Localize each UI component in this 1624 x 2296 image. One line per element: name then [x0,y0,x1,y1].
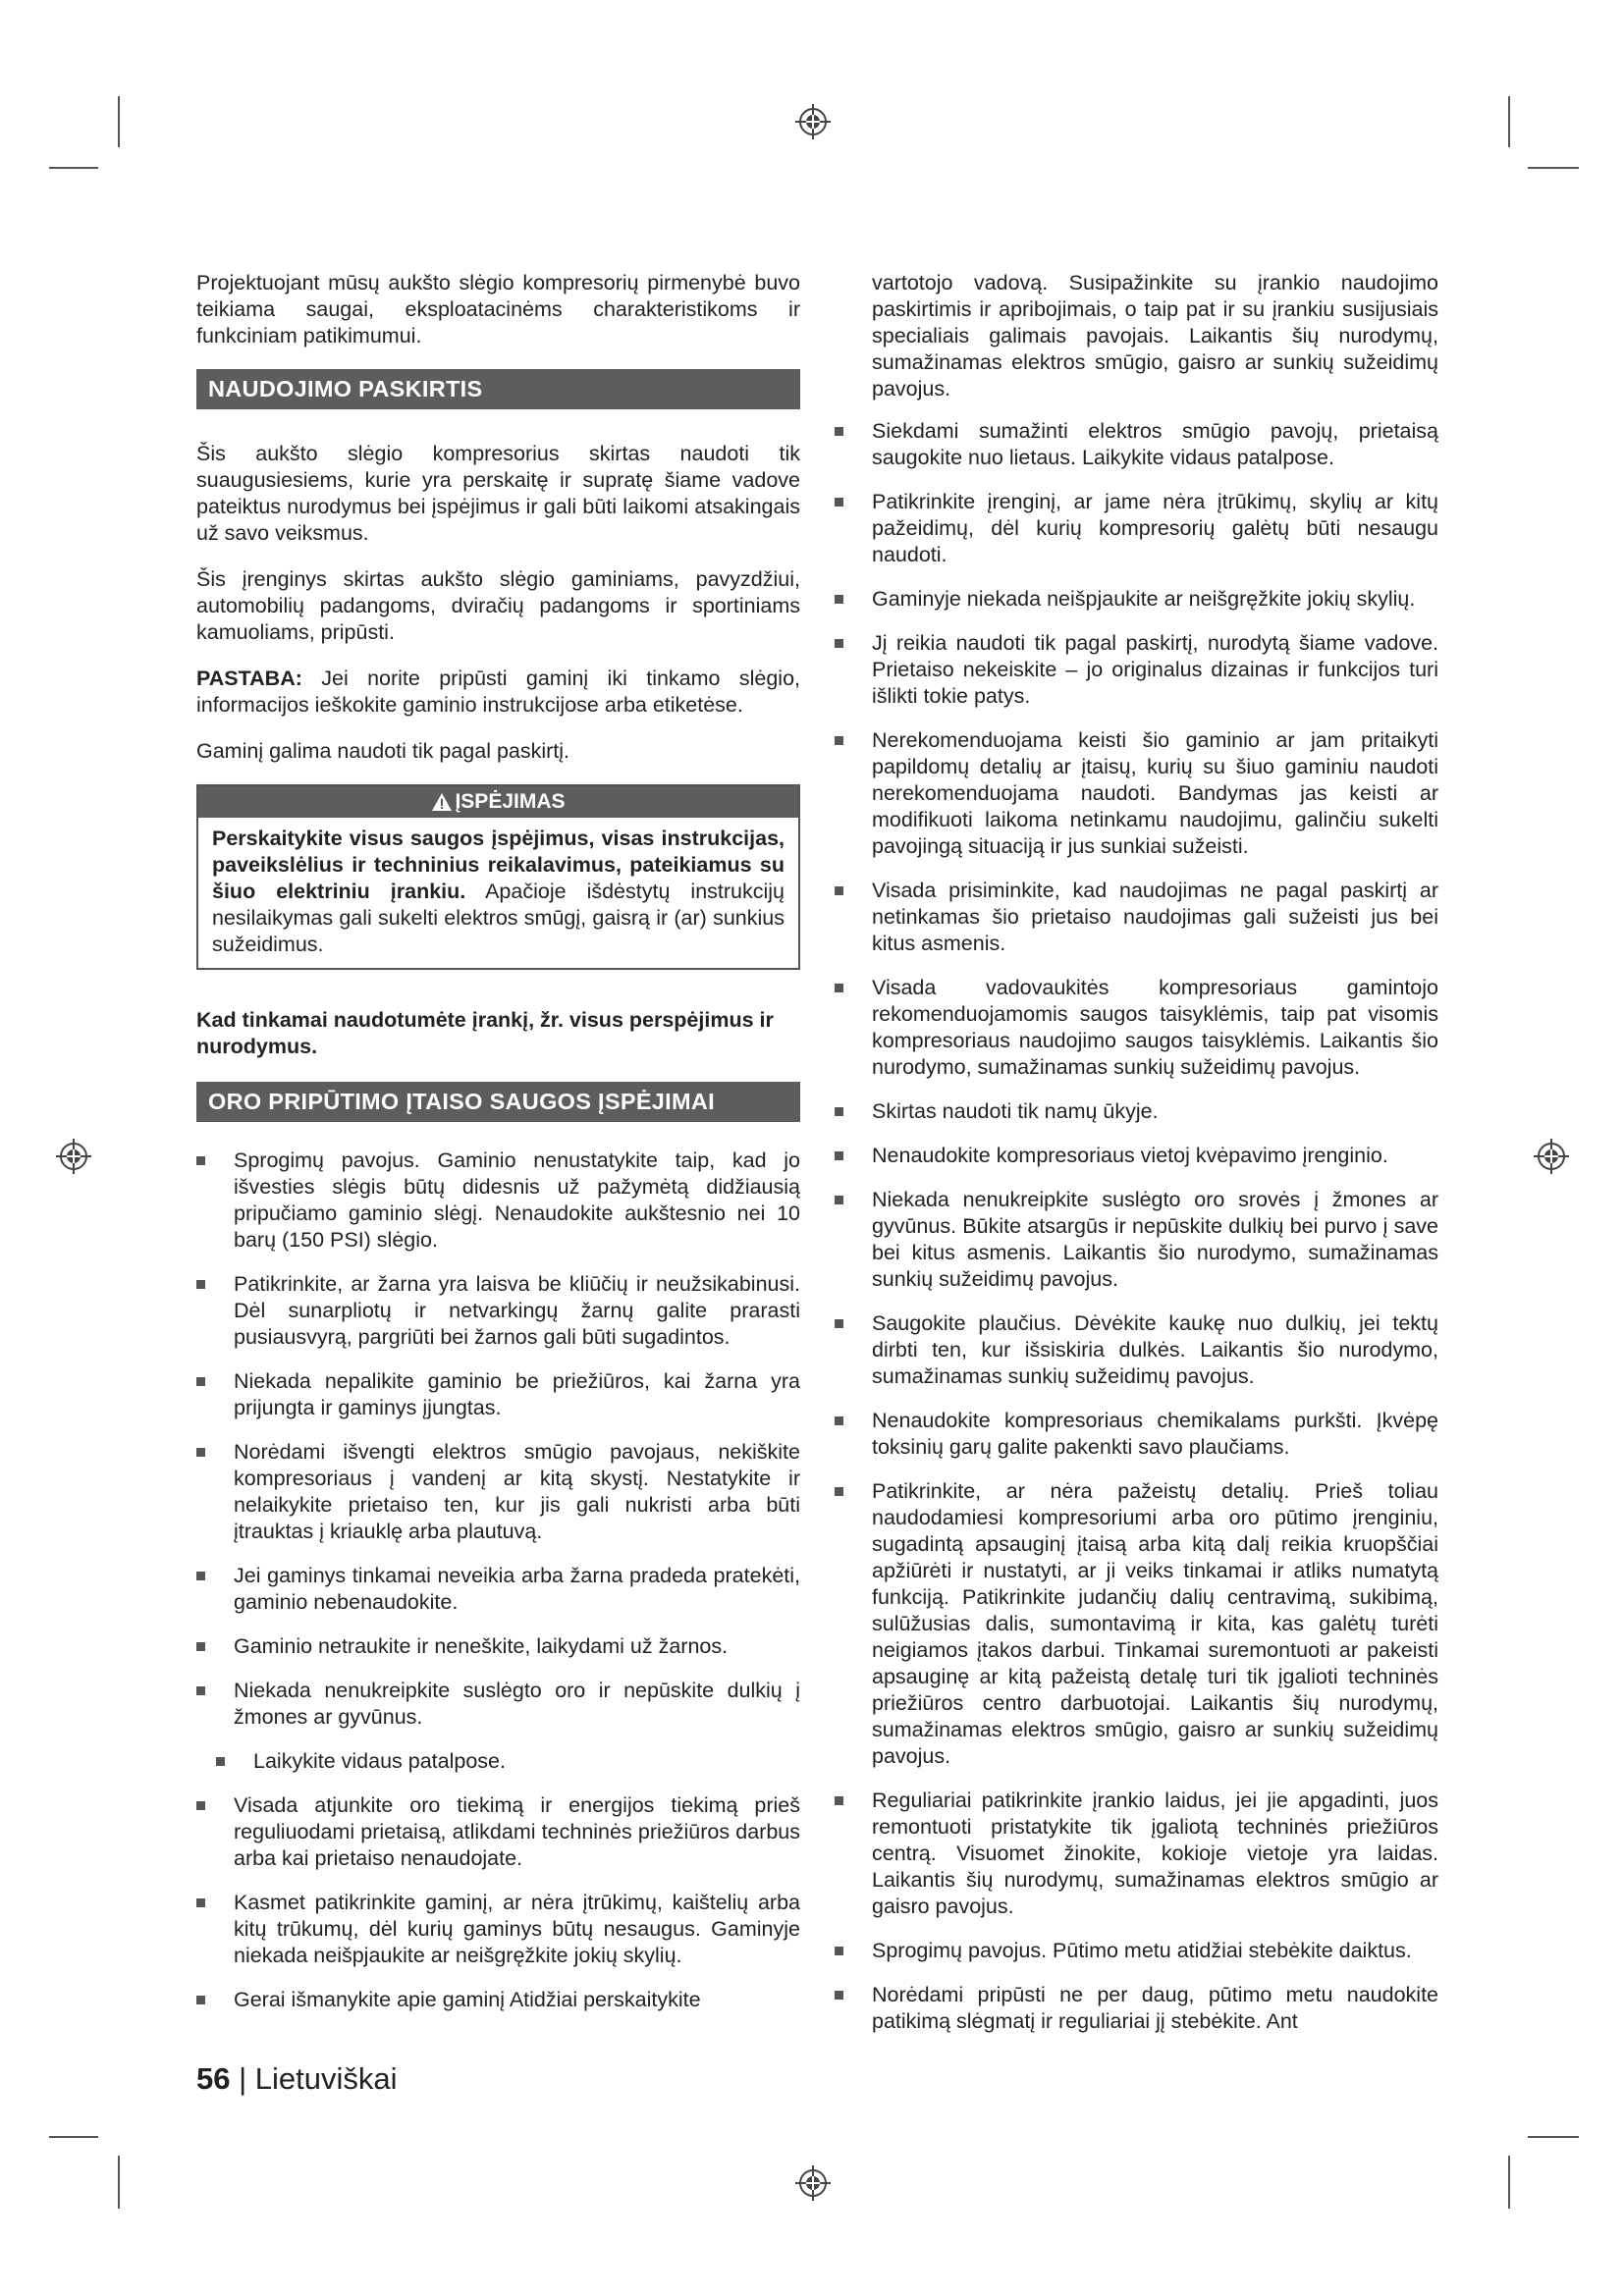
section-heading-use: NAUDOJIMO PASKIRTIS [196,369,800,409]
warning-title-text: ĮSPĖJIMAS [455,790,566,813]
warning-title [198,786,798,818]
use-paragraph: Gaminį galima naudoti tik pagal paskirtį. [196,739,570,763]
crop-mark [1508,2156,1510,2209]
intro-paragraph: Projektuojant mūsų aukšto slėgio kompresorių pirmenybė buvo teikiama saugai, eksploatacinėms charakteristikoms ir funkciniam patikimumui. [196,271,800,347]
list-item: Gerai išmanykite apie gaminį Atidžiai perskaitykite [196,1987,800,2013]
registration-mark-icon [793,102,833,141]
list-item: Patikrinkite, ar nėra pažeistų detalių. Prieš toliau naudodamiesi kompresoriumi arba oro pūtimo įrenginiu, sugadintą apsauginį įtaisą arba kitą dalį reikia kruopščiai apžiūrėti ir nustatyti, ar ji veiks tinkamai ir atliks numatytą funkciją. Patikrinkite judančių dalių centravimą, sukibimą, sulūžusias dalis, sumontavimą ir kita, kas galėtų turėti neigiamos įtakos darbui. Tinkamai suremontuoti ar pakeisti apsauginę ar kitą pažeistą detalę turi tik įgalioti techninės priežiūros centro darbuotojai. Laikantis šių nurodymų, sumažinamas elektros smūgio, gaisro ar sunkių sužeidimų pavojus. [835,1478,1438,1770]
warning-triangle-icon [431,792,453,812]
list-item: Nenaudokite kompresoriaus chemikalams purkšti. Įkvėpę toksinių garų galite pakenkti savo plaučiams. [835,1408,1438,1461]
crop-mark [1508,96,1510,147]
list-item: Skirtas naudoti tik namų ūkyje. [835,1098,1438,1125]
list-item: Nenaudokite kompresoriaus vietoj kvėpavimo įrenginio. [835,1143,1438,1169]
continuation-paragraph: vartotojo vadovą. Susipažinkite su įrankio naudojimo paskirtimis ir apribojimais, o taip pat ir su įrankiu susijusiais specialiais galimais pavojais. Laikantis šių nurodymų, sumažinamas elektros smūgio, gaisro ar sunkių sužeidimų pavojus. [872,271,1438,400]
list-item: Norėdami išvengti elektros smūgio pavojaus, nekiškite kompresoriaus į vandenį ar kitą skystį. Nestatykite ir nelaikykite prietaiso ten, kur jis gali nukristi arba būti įtrauktas į kriauklę arba plautuvą. [196,1439,800,1545]
left-column [196,270,800,2031]
list-item: Gaminio netraukite ir neneškite, laikydami už žarnos. [196,1633,800,1660]
page-footer [196,2061,398,2097]
crop-mark [49,167,98,169]
safety-bullet-list-right [835,418,1438,2035]
crop-mark [118,96,120,147]
list-item: Sprogimų pavojus. Pūtimo metu atidžiai stebėkite daiktus. [835,1938,1438,1964]
crop-mark [49,2136,98,2138]
list-item: Patikrinkite, ar žarna yra laisva be kliūčių ir neužsikabinusi. Dėl sunarpliotų ir netvarkingų žarnų galite prarasti pusiausvyrą, pargriūti bei žarnos gali būti sugadintos. [196,1271,800,1351]
use-paragraph: Šis aukšto slėgio kompresorius skirtas naudoti tik suaugusiesiems, kurie yra perskaitę ir supratę šiame vadove pateiktus nurodymus bei įspėjimus ir gali būti laikomi atsakingais už savo veiksmus. [196,442,800,545]
list-item: Nerekomenduojama keisti šio gaminio ar jam pritaikyti papildomų detalių ar įtaisų, kurių su šiuo gaminiu naudoti nerekomenduojama naudoti. Bandymas jas keisti ar modifikuoti laikoma netinkamu naudojimu, galinčiu sukelti pavojingą situaciją ir jus sunkiai sužeisti. [835,727,1438,860]
registration-mark-icon [1532,1137,1571,1176]
list-item: Visada atjunkite oro tiekimą ir energijos tiekimą prieš reguliuodami prietaisą, atlikdami techninės priežiūros darbus arba kai prietaiso nenaudojate. [196,1792,800,1872]
list-item: Siekdami sumažinti elektros smūgio pavojų, prietaisą saugokite nuo lietaus. Laikykite vidaus patalpose. [835,418,1438,471]
list-item: Niekada nepalikite gaminio be priežiūros, kai žarna yra prijungta ir gaminys įjungtas. [196,1368,800,1421]
list-item: Saugokite plaučius. Dėvėkite kaukę nuo dulkių, jei tektų dirbti ten, kur išsiskiria dulkės. Laikantis šio nurodymo, sumažinamas sunkių sužeidimų pavojus. [835,1310,1438,1390]
list-item: Norėdami pripūsti ne per daug, pūtimo metu naudokite patikimą slėgmatį ir reguliariai jį stebėkite. Ant [835,1982,1438,2035]
list-item: Reguliariai patikrinkite įrankio laidus, jei jie apgadinti, juos remontuoti pristatykite tik įgaliotą techninės priežiūros centrą. Visuomet žinokite, kokioje vietoje yra laidas. Laikantis šių nurodymų, sumažinamas elektros smūgio ar gaisro pavojus. [835,1788,1438,1920]
note-text: Jei norite pripūsti gaminį iki tinkamo slėgio, informacijos ieškokite gaminio instrukcijose arba etiketėse. [196,667,800,717]
list-item: Gaminyje niekada neišpjaukite ar neišgręžkite jokių skylių. [835,586,1438,613]
footer-separator: | [239,2061,247,2096]
section-heading-safety: ORO PRIPŪTIMO ĮTAISO SAUGOS ĮSPĖJIMAI [196,1082,800,1122]
safety-bullet-list [196,1148,800,2013]
list-item: Visada prisiminkite, kad naudojimas ne pagal paskirtį ar netinkamas šio prietaiso naudojimas gali sužeisti jus bei kitus asmenis. [835,878,1438,957]
list-item: Kasmet patikrinkite gaminį, ar nėra įtrūkimų, kaištelių arba kitų trūkumų, dėl kurių gaminys būtų nesaugus. Gaminyje niekada neišpjaukite ar neišgręžkite jokių skylių. [196,1890,800,1969]
page-number: 56 [196,2061,231,2096]
list-item: Patikrinkite įrenginį, ar jame nėra įtrūkimų, skylių ar kitų pažeidimų, dėl kurių kompresorių galėtų būti nesaugu naudoti. [835,489,1438,568]
note-label: PASTABA: [196,667,302,690]
crop-mark [1528,167,1579,169]
list-item: Jį reikia naudoti tik pagal paskirtį, nurodytą šiame vadove. Prietaiso nekeiskite – jo originalus dizainas ir funkcijos turi išlikti tokie patys. [835,630,1438,710]
list-item: Niekada nenukreipkite suslėgto oro ir nepūskite dulkių į žmones ar gyvūnus. [196,1678,800,1731]
crop-mark [1528,2136,1579,2138]
list-item: Jei gaminys tinkamai neveikia arba žarna pradeda pratekėti, gaminio nebenaudokite. [196,1563,800,1616]
registration-mark-icon [793,2163,833,2203]
warning-bold-text: Perskaitykite visus saugos įspėjimus, visas instrukcijas, paveikslėlius ir techninius reikalavimus, pateikiamus su šiuo elektriniu įrankiu. [212,827,785,903]
note-paragraph [196,666,800,719]
page-language: Lietuviškai [254,2061,398,2096]
use-paragraph: Šis įrenginys skirtas aukšto slėgio gaminiams, pavyzdžiui, automobilių padangoms, dviračių padangoms ir sportiniams kamuoliams, pripūsti. [196,567,800,644]
bold-instruction: Kad tinkamai naudotumėte įrankį, žr. visus perspėjimus ir nurodymus. [196,1008,774,1058]
list-item: Visada vadovaukitės kompresoriaus gamintojo rekomenduojamomis saugos taisyklėmis, taip pat visomis kompresoriaus naudojimo saugos taisyklėmis. Laikantis šio nurodymo, sumažinamas sunkių sužeidimų pavojus. [835,975,1438,1081]
list-item: Niekada nenukreipkite suslėgto oro srovės į žmones ar gyvūnus. Būkite atsargūs ir nepūskite dulkių bei purvo į save bei kitus asmenis. Laikantis šio nurodymo, sumažinamas sunkių sužeidimų pavojus. [835,1187,1438,1293]
right-column [835,270,1438,2053]
sub-list-item: Laikykite vidaus patalpose. [196,1748,800,1775]
warning-box [196,784,800,970]
warning-rest-text: Apačioje išdėstytų instrukcijų nesilaikymas gali sukelti elektros smūgį, gaisrą ir (ar) sunkius sužeidimus. [212,880,785,956]
crop-mark [118,2156,120,2209]
registration-mark-icon [54,1137,93,1176]
list-item: Sprogimų pavojus. Gaminio nenustatykite taip, kad jo išvesties slėgis būtų didesnis už pažymėtą didžiausią pripučiamo gaminio slėgį. Nenaudokite aukštesnio nei 10 barų (150 PSI) slėgio. [196,1148,800,1254]
warning-text [198,818,798,968]
